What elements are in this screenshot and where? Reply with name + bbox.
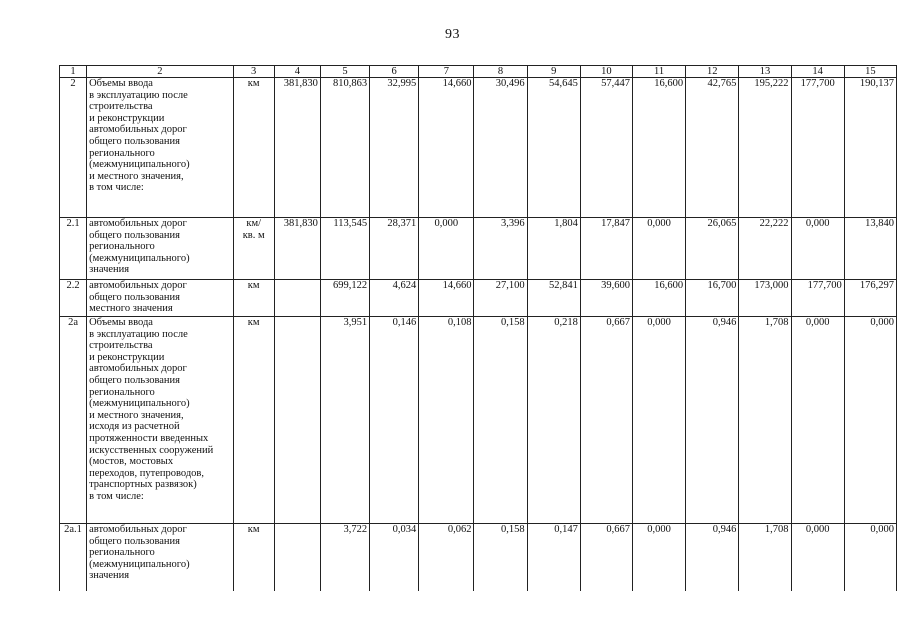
value-cell: 113,545 — [320, 218, 369, 280]
value-cell: 14,660 — [419, 280, 474, 317]
value-cell: 54,645 — [527, 78, 580, 218]
value-cell: 0,000 — [844, 524, 896, 591]
row-name: Объемы ввода в эксплуатацию после строительства и реконструкции автомобильных дорог общего пользования регионального (межмуниципального) и местного значения, исходя из расчетной протяженности введенных искусственных сооружений (мостов, мостовых переходов, путепроводов, транспортных развязок) в том числе: — [87, 317, 234, 524]
table-row — [60, 280, 897, 317]
row-unit: км — [233, 317, 274, 524]
value-cell: 0,218 — [527, 317, 580, 524]
value-cell: 699,122 — [320, 280, 369, 317]
value-cell: 0,000 — [632, 524, 685, 591]
value-cell: 0,667 — [580, 524, 632, 591]
value-cell: 0,147 — [527, 524, 580, 591]
value-cell: 16,600 — [632, 78, 685, 218]
value-cell: 27,100 — [474, 280, 527, 317]
header-cell: 7 — [419, 66, 474, 78]
value-cell: 17,847 — [580, 218, 632, 280]
row-name: Объемы ввода в эксплуатацию после строительства и реконструкции автомобильных дорог общего пользования регионального (межмуниципального) и местного значения, в том числе: — [87, 78, 234, 218]
value-cell: 0,000 — [419, 218, 474, 280]
value-cell: 57,447 — [580, 78, 632, 218]
header-cell: 5 — [320, 66, 369, 78]
value-cell: 0,000 — [844, 317, 896, 524]
value-cell: 0,062 — [419, 524, 474, 591]
value-cell: 1,804 — [527, 218, 580, 280]
value-cell — [274, 317, 320, 524]
table-row — [60, 218, 897, 280]
page-number: 93 — [445, 27, 460, 42]
row-unit: км/ кв. м — [233, 218, 274, 280]
value-cell: 0,158 — [474, 317, 527, 524]
value-cell: 0,000 — [632, 317, 685, 524]
row-unit: км — [233, 524, 274, 591]
row-name: автомобильных дорог общего пользования местного значения — [87, 280, 234, 317]
value-cell: 1,708 — [739, 317, 791, 524]
header-cell: 9 — [527, 66, 580, 78]
value-cell: 173,000 — [739, 280, 791, 317]
header-cell: 13 — [739, 66, 791, 78]
row-unit: км — [233, 280, 274, 317]
value-cell: 810,863 — [320, 78, 369, 218]
value-cell: 3,396 — [474, 218, 527, 280]
value-cell: 0,946 — [686, 524, 739, 591]
value-cell: 381,830 — [274, 78, 320, 218]
value-cell: 0,000 — [632, 218, 685, 280]
row-name: автомобильных дорог общего пользования регионального (межмуниципального) значения — [87, 524, 234, 591]
header-cell: 8 — [474, 66, 527, 78]
header-cell: 2 — [87, 66, 234, 78]
header-cell: 11 — [632, 66, 685, 78]
value-cell: 0,946 — [686, 317, 739, 524]
header-cell: 15 — [844, 66, 896, 78]
value-cell: 381,830 — [274, 218, 320, 280]
value-cell — [274, 280, 320, 317]
value-cell: 1,708 — [739, 524, 791, 591]
value-cell: 0,158 — [474, 524, 527, 591]
value-cell: 0,000 — [791, 218, 844, 280]
value-cell: 16,700 — [686, 280, 739, 317]
data-table — [59, 65, 897, 591]
header-cell: 12 — [686, 66, 739, 78]
value-cell: 52,841 — [527, 280, 580, 317]
row-number: 2а.1 — [60, 524, 87, 591]
value-cell: 0,108 — [419, 317, 474, 524]
value-cell: 0,034 — [370, 524, 419, 591]
value-cell: 0,000 — [791, 524, 844, 591]
value-cell: 3,722 — [320, 524, 369, 591]
value-cell: 0,146 — [370, 317, 419, 524]
value-cell: 177,700 — [791, 78, 844, 218]
header-cell: 3 — [233, 66, 274, 78]
value-cell: 190,137 — [844, 78, 896, 218]
value-cell: 22,222 — [739, 218, 791, 280]
table-row — [60, 317, 897, 524]
value-cell: 39,600 — [580, 280, 632, 317]
value-cell: 0,000 — [791, 317, 844, 524]
value-cell: 195,222 — [739, 78, 791, 218]
header-cell: 1 — [60, 66, 87, 78]
value-cell: 30,496 — [474, 78, 527, 218]
value-cell: 3,951 — [320, 317, 369, 524]
value-cell: 14,660 — [419, 78, 474, 218]
value-cell: 32,995 — [370, 78, 419, 218]
row-number: 2а — [60, 317, 87, 524]
row-unit: км — [233, 78, 274, 218]
value-cell: 26,065 — [686, 218, 739, 280]
value-cell: 13,840 — [844, 218, 896, 280]
row-number: 2 — [60, 78, 87, 218]
header-cell: 4 — [274, 66, 320, 78]
value-cell — [274, 524, 320, 591]
table-row — [60, 524, 897, 591]
value-cell: 42,765 — [686, 78, 739, 218]
row-number: 2.1 — [60, 218, 87, 280]
value-cell: 28,371 — [370, 218, 419, 280]
header-cell: 10 — [580, 66, 632, 78]
header-cell: 14 — [791, 66, 844, 78]
row-name: автомобильных дорог общего пользования регионального (межмуниципального) значения — [87, 218, 234, 280]
row-number: 2.2 — [60, 280, 87, 317]
value-cell: 176,297 — [844, 280, 896, 317]
header-cell: 6 — [370, 66, 419, 78]
header-row — [60, 66, 897, 78]
table-row — [60, 78, 897, 218]
value-cell: 4,624 — [370, 280, 419, 317]
value-cell: 177,700 — [791, 280, 844, 317]
value-cell: 0,667 — [580, 317, 632, 524]
value-cell: 16,600 — [632, 280, 685, 317]
